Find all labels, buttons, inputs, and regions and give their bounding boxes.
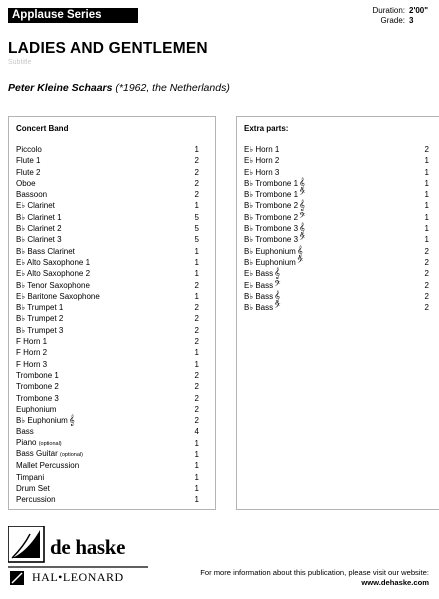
duration-grade-block <box>372 6 429 26</box>
part-label: E♭ Horn 3 <box>244 167 280 177</box>
part-label: E♭ Bass <box>244 280 274 290</box>
part-row <box>244 178 439 189</box>
part-count: 2 <box>194 416 199 426</box>
part-row <box>244 155 439 166</box>
part-note: (optional) <box>38 440 62 447</box>
part-row <box>16 336 215 347</box>
grade-label: Grade: <box>380 16 405 25</box>
part-label: E♭ Alto Saxophone 1 <box>16 257 91 267</box>
part-count: 5 <box>194 224 199 234</box>
part-count: 1 <box>194 495 199 505</box>
part-label: B♭ Euphonium <box>16 416 68 426</box>
concert-band-heading: Concert Band <box>16 124 69 133</box>
part-name <box>244 212 305 223</box>
part-row <box>16 415 215 426</box>
part-label: B♭ Bass <box>244 291 274 301</box>
publisher-name: de haske <box>50 535 126 559</box>
part-label: B♭ Bass Clarinet <box>16 246 75 256</box>
part-name <box>244 178 305 189</box>
part-label: Flute 1 <box>16 156 41 166</box>
part-note: (optional) <box>60 452 83 459</box>
part-row <box>16 200 215 211</box>
part-count: 1 <box>194 450 199 460</box>
part-label: Bassoon <box>16 190 48 200</box>
part-row <box>244 302 439 313</box>
part-name <box>16 212 62 223</box>
part-count: 2 <box>424 257 429 267</box>
part-name <box>244 223 305 234</box>
treble-clef-icon: 𝄞 <box>299 223 305 235</box>
part-label: B♭ Trombone 3 <box>244 224 299 234</box>
part-row <box>16 404 215 415</box>
part-row <box>16 313 215 324</box>
part-label: B♭ Tenor Saxophone <box>16 280 90 290</box>
part-count: 1 <box>424 224 429 234</box>
part-name <box>16 200 55 211</box>
part-name <box>244 144 279 155</box>
part-label: Bass Guitar <box>16 449 58 459</box>
part-row <box>16 483 215 494</box>
part-count: 1 <box>424 235 429 245</box>
part-count: 1 <box>424 178 429 188</box>
part-row <box>244 167 439 178</box>
part-name <box>16 347 47 358</box>
part-label: Percussion <box>16 495 56 505</box>
part-count: 1 <box>194 201 199 211</box>
part-label: Trombone 2 <box>16 382 59 392</box>
treble-clef-icon: 𝄞 <box>299 177 305 189</box>
part-label: Piccolo <box>16 145 42 154</box>
part-name <box>244 257 303 268</box>
composer-line <box>8 82 230 94</box>
part-name <box>16 291 100 302</box>
part-row <box>16 494 215 505</box>
part-row <box>16 257 215 268</box>
treble-clef-icon: 𝄞 <box>274 268 281 280</box>
part-row <box>16 189 215 200</box>
part-label: B♭ Trumpet 2 <box>16 314 64 324</box>
part-label: E♭ Bass <box>244 269 274 279</box>
extra-parts-list <box>244 144 439 313</box>
part-count: 2 <box>194 370 199 380</box>
bass-clef-icon: 𝄢 <box>274 302 281 314</box>
part-name <box>244 167 279 178</box>
part-name <box>16 359 47 370</box>
part-count: 2 <box>194 280 199 290</box>
part-row <box>244 234 439 245</box>
publisher-logo <box>8 526 148 590</box>
treble-clef-icon: 𝄞 <box>274 290 281 302</box>
composer-name: Peter Kleine Schaars <box>8 82 113 94</box>
part-label: B♭ Bass <box>244 303 274 313</box>
part-row <box>16 472 215 483</box>
part-count: 1 <box>424 156 429 166</box>
part-label: Drum Set <box>16 483 50 493</box>
part-row <box>16 167 215 178</box>
part-name <box>16 415 75 426</box>
part-count: 2 <box>424 269 429 279</box>
part-name <box>16 302 63 313</box>
part-row <box>16 223 215 234</box>
part-count: 2 <box>194 404 199 414</box>
part-row <box>244 189 439 200</box>
part-count: 2 <box>194 382 199 392</box>
part-row <box>16 370 215 381</box>
part-label: B♭ Trombone 1 <box>244 178 299 188</box>
concert-band-list <box>16 144 215 506</box>
footer-info <box>200 568 429 588</box>
part-count: 2 <box>424 280 429 290</box>
footer-text: For more information about this publication, please visit our website: <box>200 568 429 577</box>
part-row <box>16 302 215 313</box>
part-name <box>16 381 59 392</box>
part-name <box>16 404 56 415</box>
part-count: 1 <box>194 348 199 358</box>
part-label: B♭ Trumpet 1 <box>16 303 64 313</box>
part-name <box>244 155 279 166</box>
part-name <box>16 393 59 404</box>
composer-info: (*1962, the Netherlands) <box>115 82 230 94</box>
part-label: E♭ Clarinet <box>16 201 55 211</box>
part-label: F Horn 3 <box>16 359 48 369</box>
part-row <box>244 212 439 223</box>
part-row <box>244 223 439 234</box>
part-name <box>16 189 47 200</box>
part-name <box>244 200 305 211</box>
part-label: B♭ Trombone 3 <box>244 235 299 245</box>
part-count: 1 <box>424 201 429 211</box>
part-name <box>16 155 40 166</box>
part-count: 2 <box>194 167 199 177</box>
part-row <box>16 144 215 155</box>
part-name <box>16 336 47 347</box>
part-row <box>244 144 439 155</box>
part-label: B♭ Trombone 1 <box>244 190 299 200</box>
part-count: 2 <box>194 393 199 403</box>
part-label: Trombone 3 <box>16 393 59 403</box>
part-row <box>16 234 215 245</box>
part-name <box>244 234 305 245</box>
part-name <box>16 472 44 483</box>
part-count: 2 <box>194 190 199 200</box>
part-name <box>16 325 63 336</box>
part-count: 1 <box>424 167 429 177</box>
part-count: 4 <box>194 427 199 437</box>
bass-clef-icon: 𝄢 <box>299 234 306 246</box>
part-row <box>16 155 215 166</box>
bass-clef-icon: 𝄢 <box>299 189 306 201</box>
page-subtitle: Subtitle <box>8 59 32 66</box>
concert-band-panel <box>8 116 216 510</box>
extra-parts-heading: Extra parts: <box>244 124 289 133</box>
part-label: Flute 2 <box>16 167 41 177</box>
part-label: B♭ Trombone 2 <box>244 201 299 211</box>
part-count: 2 <box>194 303 199 313</box>
part-name <box>244 291 280 302</box>
part-count: 5 <box>194 235 199 245</box>
part-label: B♭ Euphonium <box>244 257 296 267</box>
part-count: 5 <box>194 212 199 222</box>
part-count: 1 <box>194 461 199 471</box>
part-name <box>16 460 79 471</box>
part-label: B♭ Trumpet 3 <box>16 325 64 335</box>
part-label: Timpani <box>16 472 45 482</box>
part-label: E♭ Horn 2 <box>244 156 280 166</box>
treble-clef-icon: 𝄞 <box>299 200 305 212</box>
part-name <box>16 144 42 155</box>
part-name <box>244 268 280 279</box>
website-link[interactable]: www.dehaske.com <box>361 578 429 587</box>
part-label: B♭ Clarinet 3 <box>16 235 62 245</box>
bass-clef-icon: 𝄢 <box>296 256 304 268</box>
part-name <box>16 313 63 324</box>
part-name <box>244 280 281 291</box>
part-count: 2 <box>424 291 429 301</box>
part-label: F Horn 2 <box>16 348 48 358</box>
part-name <box>16 257 90 268</box>
part-count: 2 <box>194 314 199 324</box>
part-label: Euphonium <box>16 404 57 414</box>
part-label: Trombone 1 <box>16 370 59 380</box>
part-count: 2 <box>194 156 199 166</box>
part-row <box>244 268 439 279</box>
part-count: 1 <box>194 359 199 369</box>
part-row <box>244 291 439 302</box>
part-name <box>244 246 303 257</box>
part-count: 2 <box>194 325 199 335</box>
part-name <box>16 280 90 291</box>
part-count: 1 <box>194 438 199 448</box>
part-row <box>244 246 439 257</box>
part-name <box>16 448 83 461</box>
grade-value: 3 <box>409 16 414 25</box>
part-name <box>244 189 305 200</box>
part-row <box>16 449 215 460</box>
part-row <box>16 325 215 336</box>
part-count: 1 <box>194 472 199 482</box>
part-label: Bass <box>16 427 34 437</box>
part-count: 2 <box>194 337 199 347</box>
treble-clef-icon: 𝄞 <box>296 245 303 257</box>
part-name <box>16 370 59 381</box>
part-row <box>244 257 439 268</box>
part-row <box>16 381 215 392</box>
part-count: 1 <box>424 190 429 200</box>
part-label: Piano <box>16 437 37 447</box>
duration-value: 2'00" <box>409 6 429 15</box>
part-name <box>16 246 75 257</box>
part-row <box>16 212 215 223</box>
part-count: 2 <box>424 303 429 313</box>
part-label: E♭ Alto Saxophone 2 <box>16 269 91 279</box>
part-label: B♭ Clarinet 1 <box>16 212 62 222</box>
part-count: 1 <box>194 483 199 493</box>
part-label: E♭ Baritone Saxophone <box>16 291 100 301</box>
part-row <box>16 246 215 257</box>
part-label: B♭ Euphonium <box>244 246 296 256</box>
part-name <box>16 268 90 279</box>
part-row <box>244 200 439 211</box>
part-label: F Horn 1 <box>16 337 48 347</box>
part-count: 1 <box>194 246 199 256</box>
bass-clef-icon: 𝄢 <box>274 279 281 291</box>
page-title: LADIES AND GENTLEMEN <box>8 40 208 57</box>
part-count: 1 <box>194 269 199 279</box>
part-label: E♭ Horn 1 <box>244 145 280 154</box>
part-count: 1 <box>194 257 199 267</box>
part-name <box>16 234 62 245</box>
part-row <box>16 291 215 302</box>
part-count: 2 <box>424 246 429 256</box>
part-count: 2 <box>194 178 199 188</box>
part-label: B♭ Clarinet 2 <box>16 224 62 234</box>
part-row <box>16 347 215 358</box>
part-row <box>16 393 215 404</box>
part-row <box>16 268 215 279</box>
part-name <box>16 494 56 505</box>
treble-clef-icon: 𝄞 <box>68 415 75 427</box>
part-count: 1 <box>194 291 199 301</box>
extra-parts-panel <box>236 116 439 510</box>
part-row <box>16 178 215 189</box>
part-label: Mallet Percussion <box>16 461 80 471</box>
part-row <box>244 280 439 291</box>
bass-clef-icon: 𝄢 <box>299 211 306 223</box>
part-row <box>16 460 215 471</box>
series-label: Applause Series <box>8 8 138 23</box>
part-count: 2 <box>424 145 429 154</box>
part-name <box>16 483 50 494</box>
distributor-name: HAL•LEONARD <box>32 570 124 584</box>
part-label: B♭ Trombone 2 <box>244 212 299 222</box>
part-name <box>16 167 40 178</box>
part-row <box>16 280 215 291</box>
part-label: Oboe <box>16 178 36 188</box>
part-name <box>16 223 62 234</box>
part-count: 1 <box>424 212 429 222</box>
part-name <box>244 302 281 313</box>
part-count: 1 <box>194 145 199 154</box>
part-name <box>16 178 36 189</box>
duration-label: Duration: <box>372 6 405 15</box>
part-row <box>16 359 215 370</box>
